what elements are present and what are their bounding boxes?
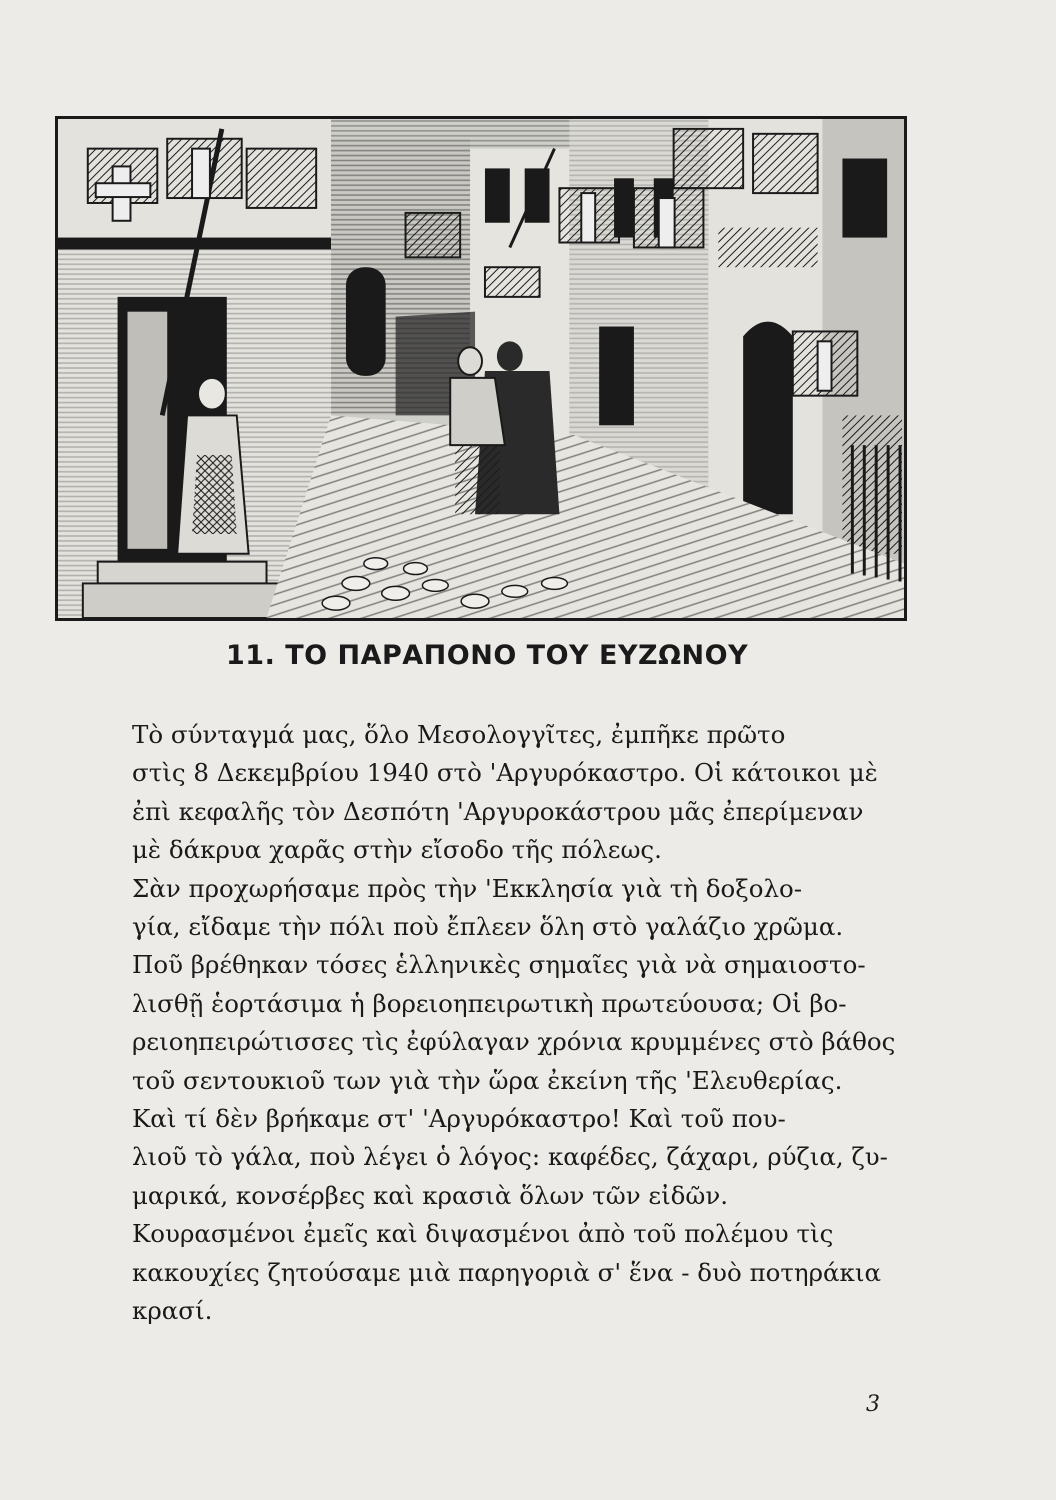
text-line: στὶς 8 Δεκεμβρίου 1940 στὸ 'Αργυρόκαστρο. Οἱ κάτοικοι μὲ bbox=[132, 758, 878, 788]
text-line: Τὸ σύνταγμά μας, ὅλο Μεσολογγῖτες, ἐμπῆκε πρῶτο bbox=[132, 720, 786, 749]
text-line: λιοῦ τὸ γάλα, ποὺ λέγει ὁ λόγος: καφέδες, ζάχαρι, ρύζια, ζυ- bbox=[132, 1142, 888, 1172]
text-line: λισθῇ ἑορτάσιμα ἡ βορειοηπειρωτικὴ πρωτεύουσα; Οἱ βο- bbox=[132, 988, 847, 1018]
street-celebration-illustration bbox=[55, 116, 907, 621]
text-line: γία, εἴδαμε τὴν πόλι ποὺ ἔπλεεν ὅλη στὸ γαλάζιο χρῶμα. bbox=[132, 912, 844, 942]
chapter-body bbox=[132, 716, 912, 1331]
text-line: τοῦ σεντουκιοῦ των γιὰ τὴν ὥρα ἐκείνη τῆς 'Ελευθερίας. bbox=[132, 1065, 843, 1095]
chapter-title: 11. ΤΟ ΠΑΡΑΠΟΝΟ ΤΟΥ ΕΥΖΩΝΟΥ bbox=[226, 640, 749, 671]
page-number: 3 bbox=[866, 1392, 880, 1417]
text-line: κακουχίες ζητούσαμε μιὰ παρηγοριὰ σ' ἕνα - δυὸ ποτηράκια bbox=[132, 1257, 881, 1287]
text-line: κρασί. bbox=[132, 1296, 213, 1326]
text-line: Σὰν προχωρήσαμε πρὸς τὴν 'Εκκλησία γιὰ τὴ δοξολο- bbox=[132, 873, 803, 903]
text-line: Κουρασμένοι ἐμεῖς καὶ διψασμένοι ἀπὸ τοῦ πολέμου τὶς bbox=[132, 1219, 834, 1249]
text-line: Καὶ τί δὲν βρήκαμε στ' 'Αργυρόκαστρο! Καὶ τοῦ που- bbox=[132, 1104, 786, 1134]
text-line: μὲ δάκρυα χαρᾶς στὴν εἴσοδο τῆς πόλεως. bbox=[132, 835, 662, 865]
text-line: ἐπὶ κεφαλῆς τὸν Δεσπότη 'Αργυροκάστρου μᾶς ἐπερίμεναν bbox=[132, 796, 864, 826]
text-line: μαρικά, κονσέρβες καὶ κρασιὰ ὅλων τῶν εἰδῶν. bbox=[132, 1180, 729, 1210]
text-line: Ποῦ βρέθηκαν τόσες ἑλληνικὲς σημαῖες γιὰ νὰ σημαιοστο- bbox=[132, 950, 866, 980]
text-line: ρειοηπειρώτισσες τὶς ἐφύλαγαν χρόνια κρυμμένες στὸ βάθος bbox=[132, 1027, 896, 1057]
illustration-drawing bbox=[58, 119, 904, 618]
